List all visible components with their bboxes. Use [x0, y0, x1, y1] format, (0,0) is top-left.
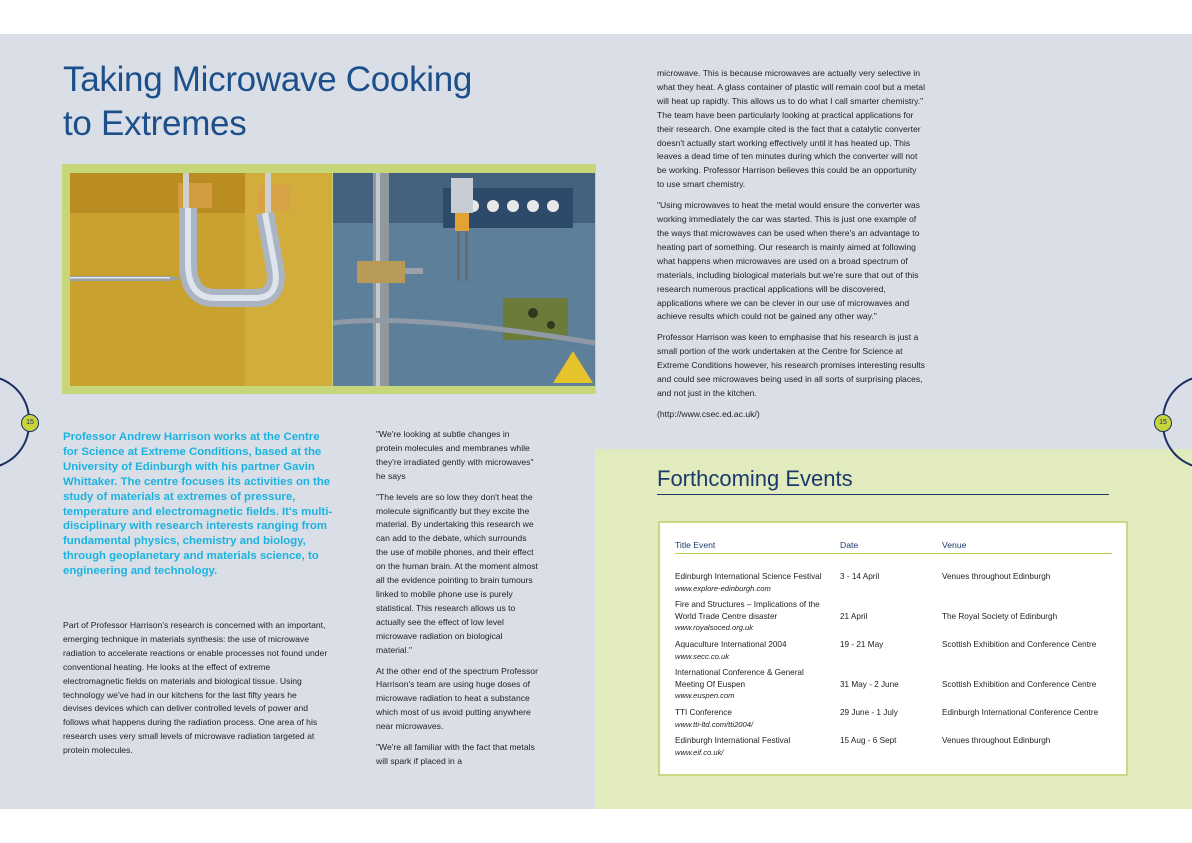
article-intro: Professor Andrew Harrison works at the Centre for Science at Extreme Conditions, based at the University of Edinburgh with his partner Gavin Whittaker. The centre focuses its activities on the study of materials at extremes of pressure, temperature and electromagnetic fields. It's multi-disciplinary with research interests ranging from fundamental physics, chemistry and biology, through geoplanetary and materials science, to engineering and technology. [63, 431, 333, 578]
event-date: 21 April [840, 612, 868, 621]
event-venue: Venues throughout Edinburgh [942, 736, 1051, 745]
event-title-cell [675, 735, 830, 758]
photo-lab-equipment [333, 173, 595, 386]
event-title: Aquaculture International 2004 [675, 640, 787, 649]
event-link[interactable]: www.tti-ltd.com/tti2004/ [675, 719, 754, 729]
event-title-cell [675, 571, 830, 594]
event-date: 31 May - 2 June [840, 680, 899, 689]
event-date: 15 Aug - 6 Sept [840, 736, 897, 745]
event-date: 29 June - 1 July [840, 708, 898, 717]
column-header-venue: Venue [942, 540, 967, 550]
body-paragraph: Professor Harrison was keen to emphasise that his research is just a small portion of the work undertaken at the Centre for Science at Extreme Conditions however, his research promises interesting results and could see microwaves being used in all sorts of surprising places, and not just in the kitchen. [657, 332, 925, 398]
event-title-cell [675, 599, 830, 634]
body-paragraph: microwave. This is because microwaves are actually very selective in what they heat. A glass container of plastic will remain cool but a metal will heat up rapidly. This allows us to do what I call smarter chemistry." The team have been particularly looking at practical applications for their research. One example cited is the fact that a catalytic converter doesn't actually start working effectively until it has heated up. This leaves a dead time of ten minutes during which the converter will not be working. Professor Harrison believes this could be an opportunity to use smart chemistry. [657, 68, 925, 190]
event-title: Fire and Structures – Implications of the World Trade Centre disaster [675, 600, 820, 621]
event-venue: Venues throughout Edinburgh [942, 572, 1051, 581]
article-title [63, 58, 523, 146]
article-title-line-2: to Extremes [63, 104, 247, 143]
column-header-title: Title Event [675, 540, 716, 550]
event-title: Edinburgh International Festival [675, 736, 791, 745]
body-paragraph: "We're looking at subtle changes in protein molecules and membranes while they're irradiated gently with microwaves" he says [376, 429, 534, 481]
article-title-line-1: Taking Microwave Cooking [63, 60, 473, 99]
events-table [658, 521, 1128, 776]
event-title-cell [675, 639, 830, 662]
event-venue: Scottish Exhibition and Conference Centre [942, 680, 1097, 689]
column-header-date: Date [840, 540, 859, 550]
event-title: Edinburgh International Science Festival [675, 572, 822, 581]
body-paragraph: "Using microwaves to heat the metal would ensure the converter was working immediately the car was started. This is just one example of the ways that microwaves can be used when there's an advantage to heating part of something. Our research is mainly aimed at following what happens when microwaves are used on a broad spectrum of materials, including biological materials but we're sure that out of this research numerous practical applications will be discovered, applications where we can be clever in our use of microwaves and achieve results which could not be gained any other way." [657, 200, 920, 322]
event-date: 3 - 14 April [840, 572, 880, 581]
event-title-cell [675, 667, 830, 702]
body-paragraph: "We're all familiar with the fact that metals will spark if placed in a [376, 742, 535, 766]
event-venue: The Royal Society of Edinburgh [942, 612, 1058, 621]
body-column-3 [657, 67, 925, 429]
body-column-2 [376, 428, 538, 776]
event-date: 19 - 21 May [840, 640, 884, 649]
event-venue: Edinburgh International Conference Centre [942, 708, 1099, 717]
events-heading: Forthcoming Events [657, 466, 853, 491]
body-paragraph: Part of Professor Harrison's research is concerned with an important, emerging technique in materials synthesis: the use of microwave radiation to accelerate reactions or enable processes not found under conventional heating. He looks at the effect of extreme electromagnetic fields on materials and biological tissue. Using technology we've had in our kitchens for the last fifty years he devises devices which can deliver controlled levels of power and follows what happens during the radiation process. One area of his research uses very small levels of microwave radiation targeted at protein molecules. [63, 620, 328, 756]
event-link[interactable]: www.explore-edinburgh.com [675, 583, 771, 593]
header-rule [675, 553, 1112, 554]
event-link[interactable]: www.royalsoced.org.uk [675, 623, 754, 633]
page-number-left: 15 [21, 414, 39, 432]
event-title: TTI Conference [675, 708, 732, 717]
event-title: International Conference & General Meeting Of Euspen [675, 668, 804, 689]
body-column-1 [63, 619, 328, 765]
event-venue: Scottish Exhibition and Conference Centre [942, 640, 1097, 649]
photo-electrode-apparatus [70, 173, 332, 386]
event-title-cell [675, 707, 830, 730]
events-heading-rule [657, 494, 1109, 495]
event-link[interactable]: www.euspen.com [675, 691, 735, 701]
source-url[interactable]: (http://www.csec.ed.ac.uk/) [657, 408, 760, 419]
body-paragraph: At the other end of the spectrum Professor Harrison's team are using huge doses of microwave radiation to heat a substance which most of us avoid putting anywhere near microwaves. [376, 665, 538, 732]
event-link[interactable]: www.eif.co.uk/ [675, 747, 724, 757]
body-paragraph: "The levels are so low they don't heat the molecule significantly but they excite the material. By undertaking this research we can add to the debate, which surrounds the use of mobile phones, and their effect on the human brain. At the moment almost all the evidence pointing to brain tumours linked to mobile phone use is purely statistical. This research allows us to actually see the effect of low level microwave radiation on biological material." [376, 491, 538, 655]
page-number-right: 15 [1154, 414, 1172, 432]
event-link[interactable]: www.secc.co.uk [675, 651, 730, 661]
